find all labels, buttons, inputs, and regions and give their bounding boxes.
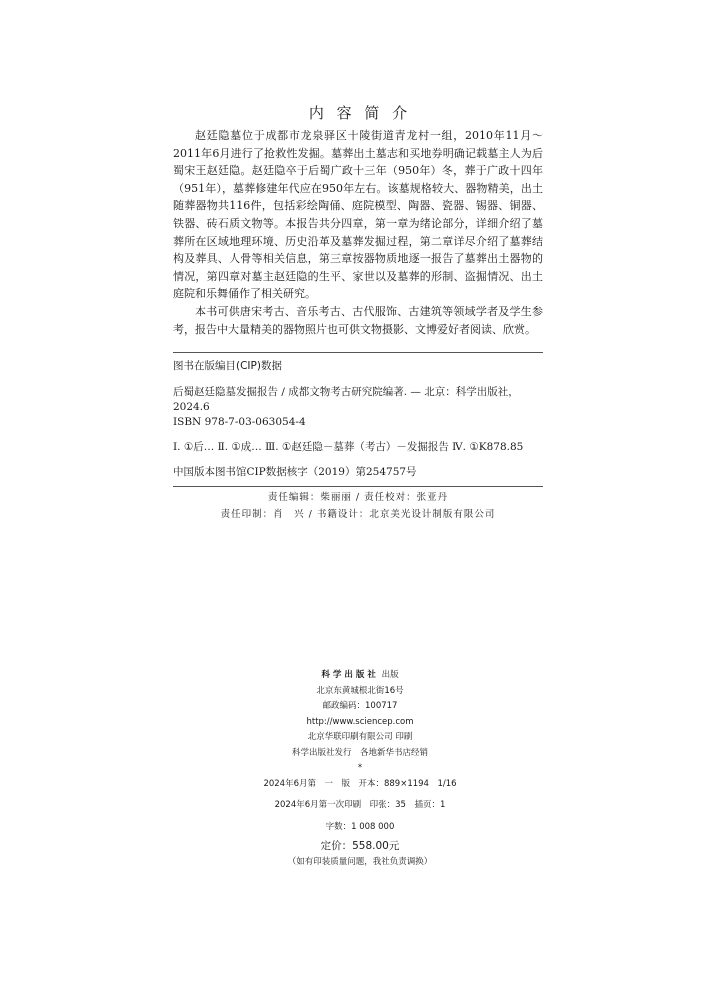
content-summary [173, 127, 543, 338]
publisher-line [0, 668, 720, 684]
cip-record-line: 2024.6 [173, 401, 210, 413]
credits-line: 责任编辑：柴丽丽 / 责任校对：张亚丹 [267, 492, 449, 503]
edition-info: 2024年6月第 一 版 开本：889×1194 1/16 [263, 778, 457, 789]
cip-top-rule [173, 352, 543, 353]
editorial-credits [173, 489, 543, 523]
cip-isbn: ISBN 978-7-03-063054-4 [173, 416, 306, 428]
imprint-block [0, 668, 720, 870]
printer: 北京华联印刷有限公司 印刷 [307, 732, 413, 742]
word-count: 字数：1 008 000 [325, 821, 395, 832]
separator-star: * [357, 763, 363, 773]
publisher-address: 北京东黄城根北街16号 [316, 685, 404, 696]
publisher-name: 科学出版社 [321, 670, 379, 680]
printing-info: 2024年6月第一次印刷 印张：35 插页：1 [274, 800, 446, 810]
cip-block [173, 352, 543, 487]
summary-paragraph: 赵廷隐墓位于成都市龙泉驿区十陵街道青龙村一组，2010年11月～2011年6月进行了抢救性发掘。墓葬出土墓志和买地券明确记载墓主人为后蜀宋王赵廷隐。赵廷隐卒于后蜀广政十三年（950年）冬，葬于广政十四年（951年），墓葬修建年代应在950年左右。该墓规格较大、器物精美，出土随葬器物共116件，包括彩绘陶俑、庭院模型、陶器、瓷器、锡器、铜器、铁器、砖石质文物等。本报告共分四章，第一章为绪论部分，详细介绍了墓葬所在区域地理环境、历史沿革及墓葬发掘过程，第二章详尽介绍了墓葬结构及葬具、人骨等相关信息，第三章按器物质地逐一报告了墓葬出土器物的情况，第四章对墓主赵廷隐的生平、家世以及墓葬的形制、盗掘情况、出土庭院和乐舞俑作了相关研究。 [173, 129, 543, 301]
cip-record-line: 后蜀赵廷隐墓发掘报告 / 成都文物考古研究院编著. — 北京：科学出版社， [173, 386, 519, 398]
publisher-suffix: 出版 [381, 670, 399, 680]
page-title: 内 容 简 介 [308, 104, 412, 122]
cip-bottom-rule [173, 486, 543, 487]
credits-line: 责任印制：肖 兴 / 书籍设计：北京美光设计制版有限公司 [220, 509, 496, 520]
distribution: 科学出版社发行 各地新华书店经销 [291, 747, 428, 758]
postcode: 邮政编码：100717 [322, 701, 398, 711]
cip-number: 中国版本图书馆CIP数据核字（2019）第254757号 [173, 466, 417, 478]
quality-notice: （如有印装质量问题，我社负责调换） [287, 856, 433, 867]
cip-heading: 图书在版编目(CIP)数据 [173, 360, 282, 372]
cip-classification: Ⅰ. ①后… Ⅱ. ①成… Ⅲ. ①赵廷隐－墓葬（考古）－发掘报告 Ⅳ. ①K878.85 [173, 441, 524, 453]
price: 定价：558.00元 [320, 840, 400, 852]
summary-paragraph: 本书可供唐宋考古、音乐考古、古代服饰、古建筑等领域学者及学生参考，报告中大量精美的器物照片也可供文物摄影、文博爱好者阅读、欣赏。 [173, 304, 543, 336]
website-url: http://www.sciencep.com [306, 716, 414, 727]
